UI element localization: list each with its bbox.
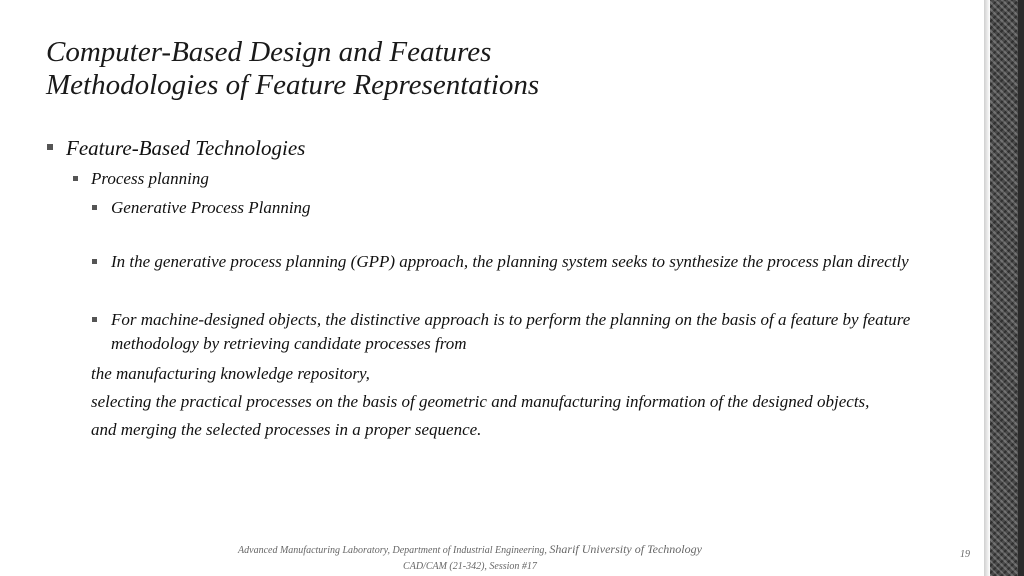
square-bullet-icon <box>92 205 97 210</box>
footer-line-2: CAD/CAM (21-342), Session #17 <box>403 561 537 572</box>
square-bullet-icon <box>92 317 97 322</box>
decorative-side-edge <box>1018 0 1024 576</box>
bullet-text: Feature-Based Technologies <box>66 136 306 160</box>
continuation-text: the manufacturing knowledge repository, <box>91 364 370 383</box>
bullet-text: Process planning <box>91 169 209 188</box>
bullet-level-3 <box>46 196 946 220</box>
bullet-text: For machine-designed objects, the distinctive approach is to perform the planning on the basis of a feature by feature methodology by retrieving candidate processes from <box>111 310 911 353</box>
page-number: 19 <box>960 549 970 560</box>
footer-university: Sharif University of Technology <box>549 542 702 556</box>
bullet-level-2 <box>46 168 946 190</box>
bullet-text: In the generative process planning (GPP) approach, the planning system seeks to synthesize the process plan directly <box>111 252 909 271</box>
slide-footer <box>160 541 780 575</box>
title-line-1: Computer-Based Design and Features <box>46 36 492 68</box>
square-bullet-icon <box>73 176 78 181</box>
square-bullet-icon <box>47 144 53 150</box>
bullet-level-3 <box>46 250 946 274</box>
slide-content <box>46 134 946 442</box>
footer-line-1 <box>160 541 780 559</box>
bullet-level-3 <box>46 308 946 356</box>
bullet-text: Generative Process Planning <box>111 198 311 217</box>
square-bullet-icon <box>92 259 97 264</box>
bullet-level-1 <box>46 134 946 162</box>
footer-affiliation: Advanced Manufacturing Laboratory, Department of Industrial Engineering, <box>238 545 550 556</box>
continuation-text: and merging the selected processes in a proper sequence. <box>91 420 482 439</box>
continuation-text: selecting the practical processes on the basis of geometric and manufacturing information of the designed objects, <box>91 392 870 411</box>
slide-title <box>46 36 539 102</box>
title-line-2: Methodologies of Feature Representations <box>46 68 540 101</box>
